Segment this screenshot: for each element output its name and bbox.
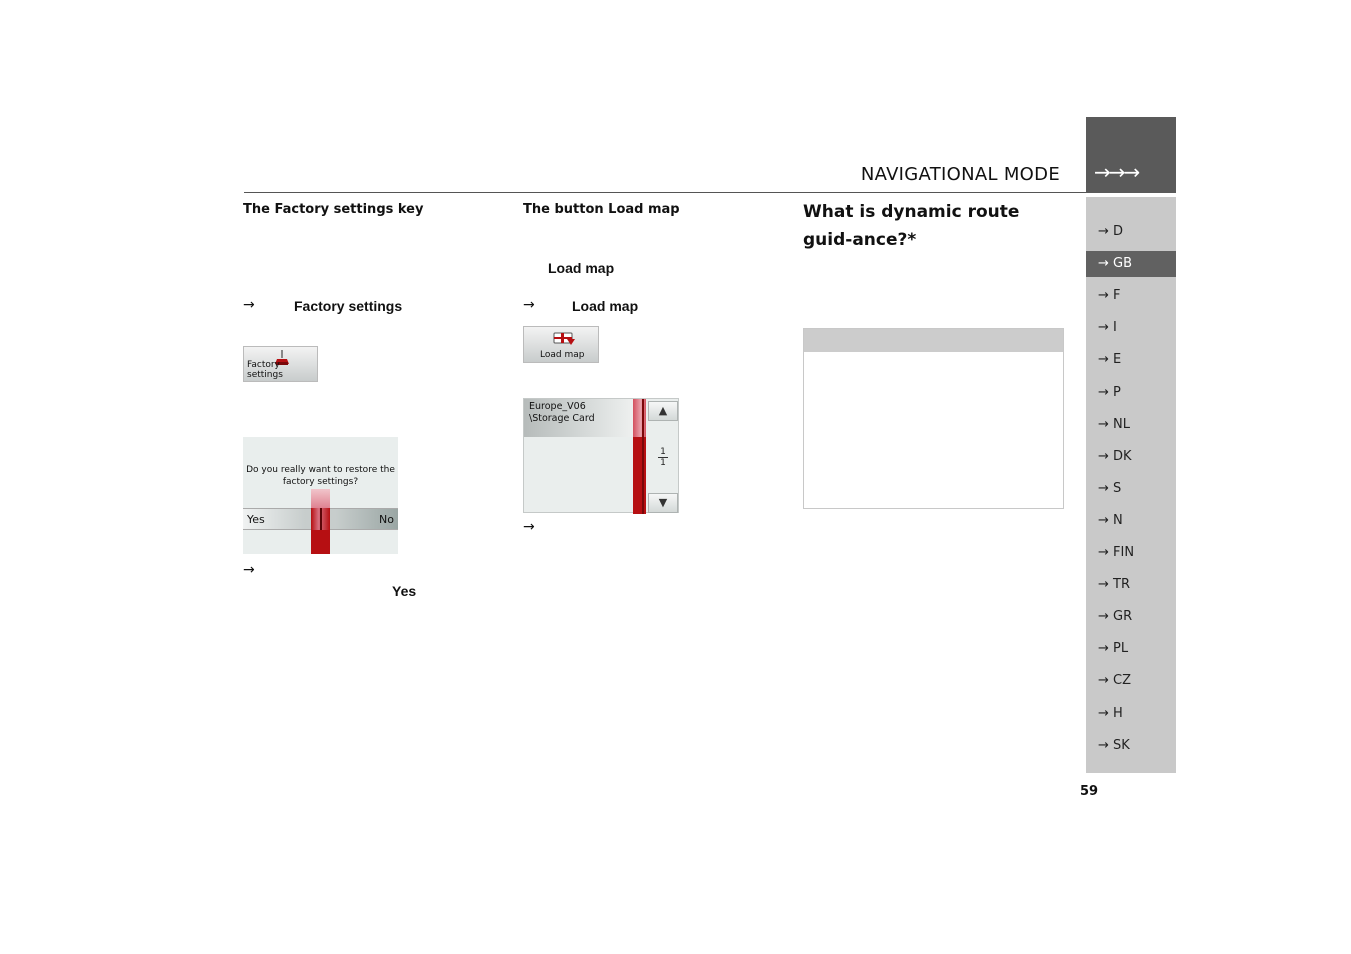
dialog-message-line1: Do you really want to restore the xyxy=(246,465,395,475)
sidebar-item-nl[interactable]: → NL xyxy=(1098,417,1130,432)
yes-label: Yes xyxy=(392,583,417,599)
sidebar-item-pl[interactable]: → PL xyxy=(1098,641,1129,656)
dialog-yes-button[interactable]: Yes xyxy=(247,513,265,526)
sidebar-item-dk[interactable]: → DK xyxy=(1098,449,1132,464)
dialog-message xyxy=(243,464,398,488)
map-list xyxy=(523,398,679,513)
sidebar-item-gb[interactable]: → GB xyxy=(1086,251,1176,277)
dialog-message-line2: factory settings? xyxy=(282,477,359,487)
sidebar-item-n[interactable]: → N xyxy=(1098,513,1123,528)
list-scroll-line xyxy=(642,399,644,514)
sidebar-item-tr[interactable]: → TR xyxy=(1098,577,1130,592)
step-arrow-icon: → xyxy=(243,562,255,578)
sidebar-item-h[interactable]: → H xyxy=(1098,706,1123,721)
triangle-down-icon: ▼ xyxy=(658,496,668,509)
pager-current: 1 xyxy=(660,447,666,457)
sidebar-item-cz[interactable]: → CZ xyxy=(1098,673,1132,688)
scroll-up-button[interactable] xyxy=(648,401,678,421)
map-name: Europe_V06 xyxy=(529,401,586,412)
factory-settings-button[interactable] xyxy=(243,346,318,382)
step-arrow-icon: → xyxy=(523,519,535,535)
header-divider xyxy=(244,192,1086,193)
load-map-intro-label: Load map xyxy=(548,260,615,276)
language-sidebar xyxy=(1086,197,1176,773)
pager-total: 1 xyxy=(660,458,666,468)
sidebar-item-p[interactable]: → P xyxy=(1098,385,1121,400)
load-map-button[interactable] xyxy=(523,326,599,363)
step-arrow-icon: → xyxy=(523,297,535,313)
sidebar-item-e[interactable]: → E xyxy=(1098,352,1122,367)
list-item[interactable] xyxy=(524,399,633,437)
factory-settings-button-label: Factory settings xyxy=(247,360,283,380)
sidebar-item-i[interactable]: → I xyxy=(1098,320,1117,335)
note-box xyxy=(803,328,1064,509)
map-path: \Storage Card xyxy=(529,413,595,424)
dialog-slider-line xyxy=(320,508,322,530)
sidebar-item-fin[interactable]: → FIN xyxy=(1098,545,1135,560)
load-map-heading: The button Load map xyxy=(523,202,680,217)
sidebar-item-s[interactable]: → S xyxy=(1098,481,1122,496)
load-map-label: Load map xyxy=(572,298,639,314)
continue-arrows-icon: →→→ xyxy=(1094,160,1139,184)
restore-confirm-dialog xyxy=(243,437,398,554)
factory-settings-label: Factory settings xyxy=(294,298,403,314)
page-header-title: NAVIGATIONAL MODE xyxy=(860,164,1060,185)
step-arrow-icon: → xyxy=(243,297,255,313)
sidebar-item-gr[interactable]: → GR xyxy=(1098,609,1133,624)
load-map-icon xyxy=(551,330,577,346)
page-number: 59 xyxy=(1080,784,1099,799)
dynamic-route-heading: What is dynamic route guid-ance?* xyxy=(803,202,1020,250)
factory-settings-heading: The Factory settings key xyxy=(243,202,424,217)
sidebar-item-d[interactable]: → D xyxy=(1098,224,1124,239)
triangle-up-icon: ▲ xyxy=(658,404,668,417)
sidebar-item-sk[interactable]: → SK xyxy=(1098,738,1130,753)
scroll-down-button[interactable] xyxy=(648,493,678,513)
sidebar-item-f[interactable]: → F xyxy=(1098,288,1121,303)
load-map-button-label: Load map xyxy=(540,350,585,360)
note-box-header xyxy=(804,329,1063,352)
list-scroll-handle[interactable] xyxy=(633,399,646,437)
dialog-no-button[interactable]: No xyxy=(379,513,394,526)
page-indicator xyxy=(655,447,671,468)
